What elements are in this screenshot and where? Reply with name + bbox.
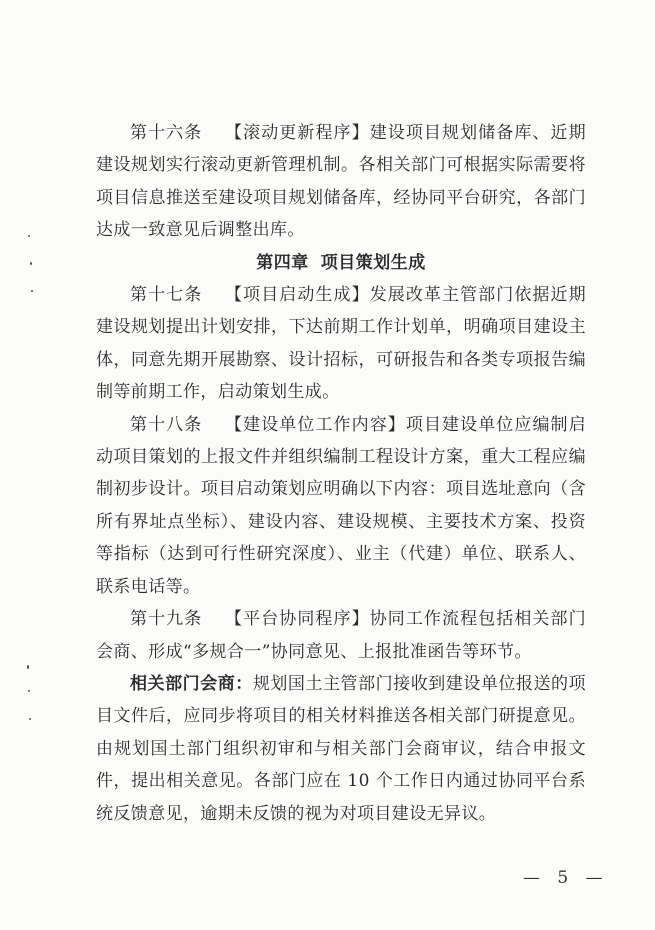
article-text: 项目建设单位应编制启动项目策划的上报文件并组织编制工程设计方案，重大工程应编制初步设计。项目启动策划应明确以下内容：项目选址意向（含所有界址点坐标）、建设内容、建设规模、主要技术方案、投资等指标（达到可行性研究深度）、业主（代建）单位、联系人、联系电话等。 bbox=[96, 414, 587, 597]
chapter-number: 第四章 bbox=[256, 252, 309, 273]
chapter-title: 项目策划生成 bbox=[320, 252, 426, 273]
consultation-text: 规划国土主管部门接收到建设单位报送的项目文件后，应同步将项目的相关材料推送各相关部门研提意见。由规划国土部门组织初审和与相关部门会商审议，结合申报文件，提出相关意见。各部门应在 10 个工作日内通过协同平台系统反馈意见，逾期未反馈的视为对项目建设无异议。 bbox=[96, 673, 586, 824]
article-text: 协同工作流程包括相关部门会商、形成“多规合一”协同意见、上报批准函告等环节。 bbox=[96, 609, 586, 662]
article-title: 【平台协同程序】 bbox=[224, 609, 370, 630]
consultation-paragraph bbox=[96, 668, 586, 830]
article-number: 第十七条 bbox=[130, 285, 203, 306]
article-19 bbox=[96, 603, 586, 668]
article-number: 第十六条 bbox=[130, 123, 203, 143]
page-number: — 5 — bbox=[523, 868, 609, 888]
scan-speck bbox=[28, 690, 30, 692]
article-title: 【滚动更新程序】 bbox=[224, 123, 370, 143]
article-number: 第十九条 bbox=[130, 609, 203, 630]
article-title: 【项目启动生成】 bbox=[224, 285, 370, 306]
article-title: 【建设单位工作内容】 bbox=[224, 414, 406, 435]
scan-speck bbox=[31, 290, 33, 292]
consultation-lead: 相关部门会商： bbox=[130, 673, 253, 694]
article-17 bbox=[96, 279, 586, 409]
scan-speck bbox=[29, 718, 31, 720]
article-text: 建设项目规划储备库、近期建设规划实行滚动更新管理机制。各相关部门可根据实际需要将项目信息推送至建设项目规划储备库，经协同平台研究，各部门达成一致意见后调整出库。 bbox=[96, 123, 586, 241]
article-18 bbox=[96, 409, 586, 603]
document-body bbox=[96, 117, 586, 830]
article-number: 第十八条 bbox=[130, 414, 203, 435]
scan-speck bbox=[28, 235, 30, 237]
chapter-heading bbox=[96, 247, 586, 279]
scan-speck bbox=[27, 665, 29, 669]
article-16 bbox=[96, 117, 586, 247]
scan-speck bbox=[30, 262, 32, 265]
article-text: 发展改革主管部门依据近期建设规划提出计划安排，下达前期工作计划单，明确项目建设主体，同意先期开展勘察、设计招标，可研报告和各类专项报告编制等前期工作，启动策划生成。 bbox=[96, 285, 586, 403]
